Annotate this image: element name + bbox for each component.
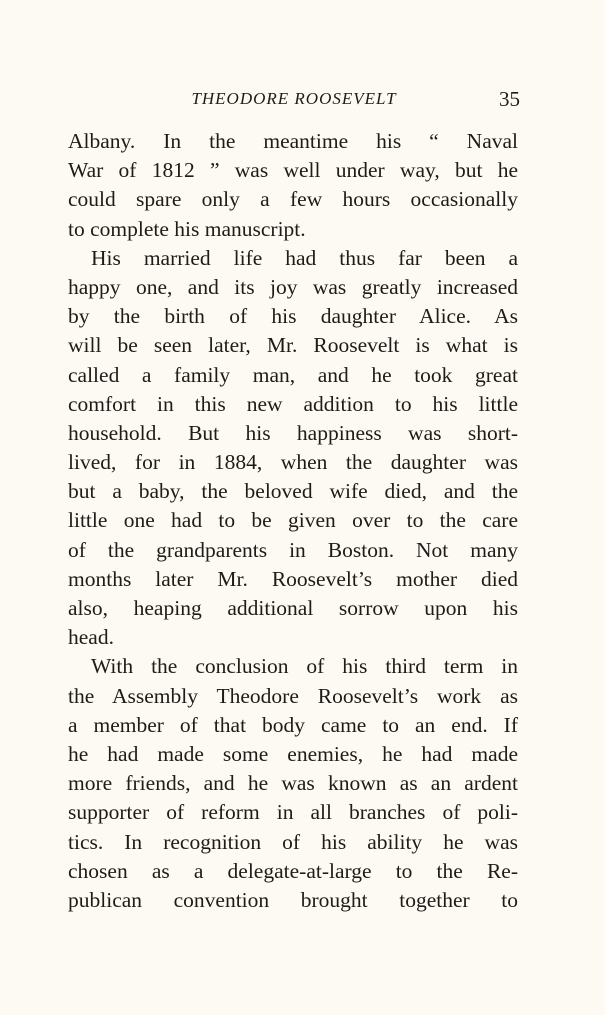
text-line: With the conclusion of his third term in xyxy=(91,654,518,679)
page-number: 35 xyxy=(499,87,520,111)
text-line: chosen as a delegate-at-large to the Re- xyxy=(68,858,518,883)
text-line: a member of that body came to an end. If xyxy=(68,712,518,737)
text-line: publican convention brought together to xyxy=(68,887,518,912)
text-line: also, heaping additional sorrow upon his xyxy=(68,596,518,620)
text-line: little one had to be given over to the care xyxy=(68,508,518,533)
text-line: household. But his happiness was short- xyxy=(68,420,518,445)
running-header xyxy=(68,86,520,112)
text-line: he had made some enemies, he had made xyxy=(68,741,518,766)
text-line: to complete his manuscript. xyxy=(68,216,306,241)
text-line: could spare only a few hours occasionally xyxy=(68,187,518,212)
text-line: will be seen later, Mr. Roosevelt is what is xyxy=(68,333,518,358)
text-line: His married life had thus far been a xyxy=(91,245,518,270)
body-text xyxy=(68,127,518,915)
text-line: of the grandparents in Boston. Not many xyxy=(68,537,518,562)
text-line: tics. In recognition of his ability he was xyxy=(68,829,518,854)
text-line: lived, for in 1884, when the daughter was xyxy=(68,450,518,475)
text-line: more friends, and he was known as an ardent xyxy=(68,771,518,796)
text-line: months later Mr. Roosevelt’s mother died xyxy=(68,566,518,591)
text-line: supporter of reform in all branches of poli- xyxy=(68,800,518,825)
text-line: called a family man, and he took great xyxy=(68,362,518,387)
text-line: happy one, and its joy was greatly increased xyxy=(68,274,518,299)
text-line: by the birth of his daughter Alice. As xyxy=(68,304,518,329)
running-title: THEODORE ROOSEVELT xyxy=(191,89,397,108)
text-line: head. xyxy=(68,625,114,650)
text-line: the Assembly Theodore Roosevelt’s work as xyxy=(68,683,518,708)
text-line: comfort in this new addition to his little xyxy=(68,391,518,416)
text-line: Albany. In the meantime his “ Naval xyxy=(68,129,518,153)
text-line: but a baby, the beloved wife died, and the xyxy=(68,479,518,504)
text-line: War of 1812 ” was well under way, but he xyxy=(68,158,518,183)
